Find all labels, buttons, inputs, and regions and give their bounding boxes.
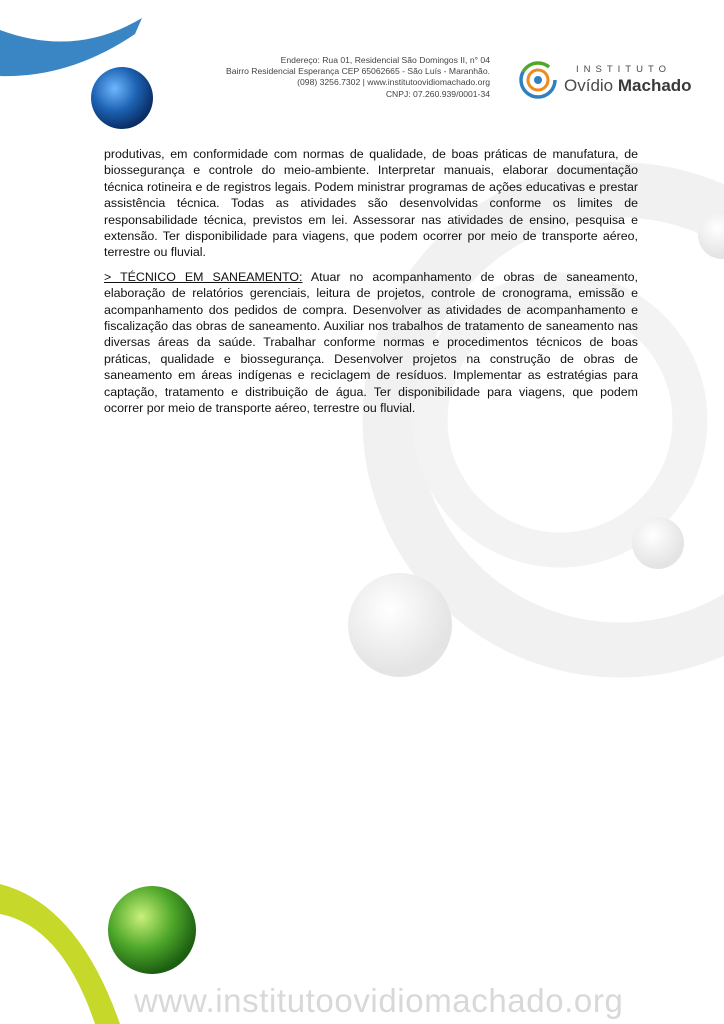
blue-sphere	[91, 67, 153, 129]
blue-swoosh	[0, 18, 142, 76]
institute-logo	[516, 58, 696, 102]
paragraph-2-text: Atuar no acompanhamento de obras de saneamento, elaboração de relatórios gerenciais, leitura de projetos, controle de cronograma, emissão e acompanhamento dos pedidos de compra. Desenvolver as atividades de acompanhamento e fiscalização das obras de saneamento. Auxiliar nos trabalhos de tratamento de saneamento nas diversas áreas da saúde. Trabalhar conforme normas e procedimentos técnicos de boas práticas, qualidade e biossegurança. Desenvolver projetos na construção de obras de saneamento em áreas indígenas e reciclagem de resíduos. Implementar as estratégias para captação, tratamento e distribuição de água. Ter disponibilidade para viagens, que podem ocorrer por meio de transporte aéreo, terrestre ou fluvial.	[104, 269, 638, 416]
green-sphere	[108, 886, 196, 974]
paragraph-1: produtivas, em conformidade com normas de qualidade, de boas práticas de manufatura, de biossegurança e controle do meio-ambiente. Interpretar manuais, elaborar documentação técnica rotineira e de registros legais. Podem ministrar programas de ações educativas e prestar assistência técnica. Todas as atividades são desenvolvidas conforme os limites de responsabilidade técnica, previstos em lei. Assessorar nas atividades de ensino, pesquisa e extensão. Ter disponibilidade para viagens, que podem ocorrer por meio de transporte aéreo, terrestre ou fluvial.	[104, 147, 638, 260]
top-left-decoration	[0, 0, 170, 140]
green-swoosh	[0, 884, 120, 1024]
logo-name-regular: Ovídio	[564, 76, 614, 95]
header-address	[190, 55, 490, 100]
address-line: Endereço: Rua 01, Residencial São Domingos II, n° 04	[280, 55, 490, 65]
logo-instituto-text: INSTITUTO	[576, 64, 671, 75]
address-line: Bairro Residencial Esperança CEP 65062665 - São Luís - Maranhão.	[225, 66, 490, 77]
address-line: (098) 3256.7302 | www.institutoovidiomachado.org	[297, 77, 490, 88]
logo-name	[564, 76, 692, 96]
logo-name-bold: Machado	[617, 76, 692, 95]
footer-website-url: www.institutoovidiomachado.org	[134, 982, 624, 1019]
address-line: CNPJ: 07.260.939/0001-34	[385, 88, 490, 99]
watermark-ball-large	[348, 573, 452, 677]
watermark-ball-edge	[698, 211, 724, 259]
document-body	[104, 146, 638, 425]
logo-mark-icon	[516, 58, 562, 102]
paragraph-2	[104, 269, 638, 417]
section-heading-tecnico-saneamento: > TÉCNICO EM SANEAMENTO:	[104, 269, 303, 284]
watermark-ball-small	[632, 517, 684, 569]
